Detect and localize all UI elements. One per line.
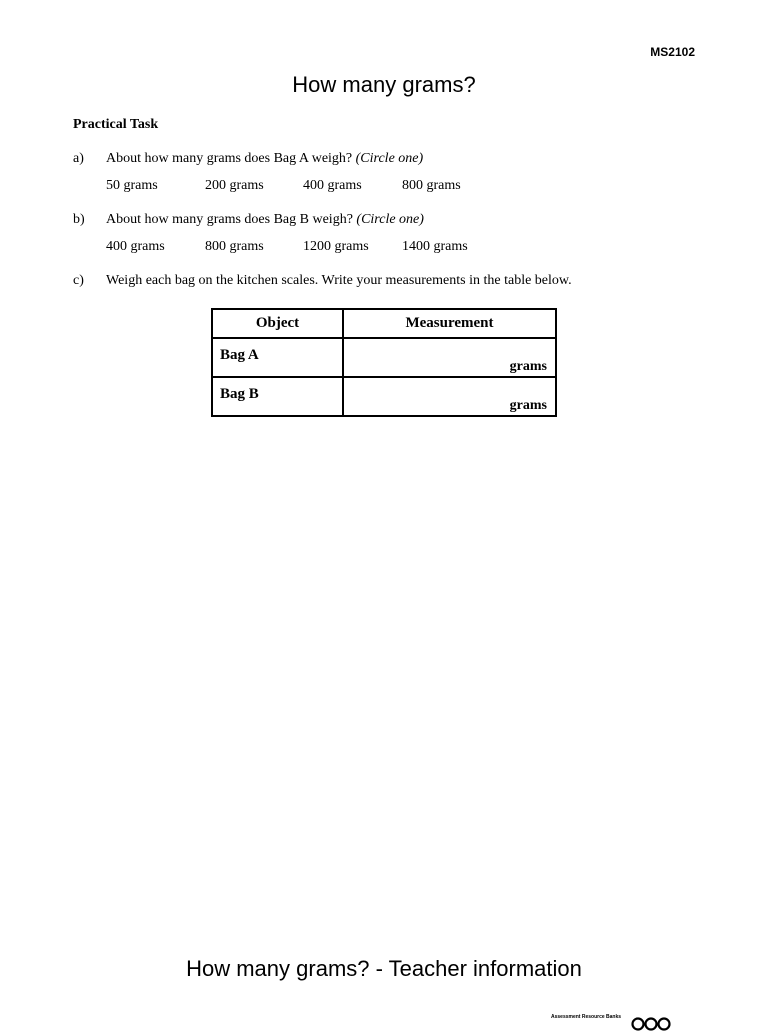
object-cell: Bag A <box>212 338 343 377</box>
table-row <box>212 377 556 416</box>
table-row <box>212 338 556 377</box>
question-a-letter: a) <box>73 151 84 166</box>
arb-logo <box>551 1014 691 1024</box>
question-a-option[interactable]: 800 grams <box>402 178 461 193</box>
question-b-option[interactable]: 400 grams <box>106 239 165 254</box>
question-c-letter: c) <box>73 273 84 288</box>
logo-mark-icon <box>631 1017 691 1031</box>
question-b-prompt: About how many grams does Bag B weigh? <box>106 212 357 227</box>
question-a-option[interactable]: 200 grams <box>205 178 264 193</box>
unit-label: grams <box>509 398 547 413</box>
measurement-table <box>211 308 557 417</box>
object-cell: Bag B <box>212 377 343 416</box>
column-header-object: Object <box>212 309 343 338</box>
question-b-option[interactable]: 1200 grams <box>303 239 369 254</box>
question-b-text <box>106 212 424 228</box>
page-title: How many grams? <box>292 72 476 97</box>
unit-label: grams <box>509 359 547 374</box>
question-c-text: Weigh each bag on the kitchen scales. Write your measurements in the table below. <box>106 273 572 288</box>
question-a-note: (Circle one) <box>355 151 424 166</box>
column-header-measurement: Measurement <box>343 309 556 338</box>
question-b-option[interactable]: 800 grams <box>205 239 264 254</box>
section-heading: Practical Task <box>73 117 159 132</box>
question-a-text <box>106 151 423 167</box>
question-a-option[interactable]: 400 grams <box>303 178 362 193</box>
measurement-cell[interactable] <box>343 338 556 377</box>
question-b-letter: b) <box>73 212 85 227</box>
footer-title: How many grams? - Teacher information <box>186 956 582 981</box>
question-a-prompt: About how many grams does Bag A weigh? <box>106 151 356 166</box>
page-code: MS2102 <box>650 45 695 59</box>
measurement-cell[interactable] <box>343 377 556 416</box>
question-b-option[interactable]: 1400 grams <box>402 239 468 254</box>
table-header-row <box>212 309 556 338</box>
logo-text: Assessment Resource Banks <box>551 1014 622 1020</box>
question-b-note: (Circle one) <box>356 212 424 227</box>
question-a-option[interactable]: 50 grams <box>106 178 158 193</box>
